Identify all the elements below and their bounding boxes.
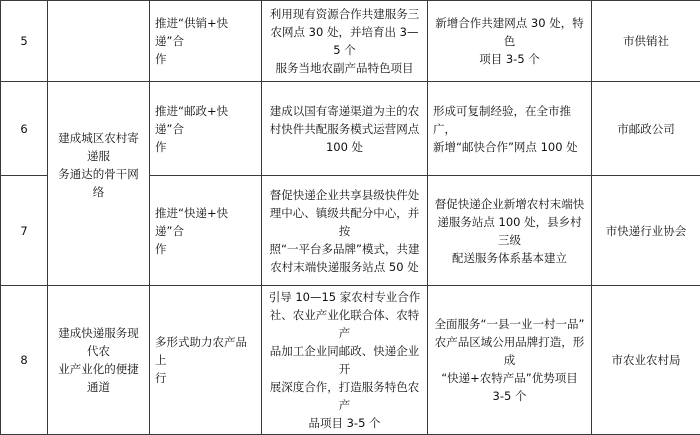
area-cell (48, 1, 150, 82)
measure-cell: 督促快递企业共享县级快件处 理中心、镇级共配分中心，并按 照“一平台多品牌”模式，共建 农村末端快递服务站点 50 处 (262, 176, 428, 286)
area-cell: 建成城区农村寄递服 务通达的骨干网络 (48, 82, 150, 286)
row-number: 8 (1, 286, 48, 435)
task-cell: 推进“邮政+快递”合 作 (150, 82, 262, 176)
table-row (1, 286, 700, 435)
table-row (1, 82, 700, 176)
row-number: 5 (1, 1, 48, 82)
goal-cell: 形成可复制经验，在全市推广， 新增“邮快合作”网点 100 处 (428, 82, 592, 176)
row-number: 6 (1, 82, 48, 176)
task-cell: 多形式助力农产品上 行 (150, 286, 262, 435)
measure-cell: 引导 10—15 家农村专业合作 社、农业产业化联合体、农特产 品加工企业同邮政、快递企业开 展深度合作，打造服务特色农产 品项目 3-5 个 (262, 286, 428, 435)
goal-cell: 全面服务“一县一业一村一品” 农产品区域公用品牌打造，形成 “快递+农特产品”优势项目 3-5 个 (428, 286, 592, 435)
measure-cell: 建成以国有寄递渠道为主的农 村快件共配服务模式运营网点 100 处 (262, 82, 428, 176)
goal-cell: 新增合作共建网点 30 处，特色 项目 3-5 个 (428, 1, 592, 82)
task-cell: 推进“供销+快递”合 作 (150, 1, 262, 82)
dept-cell: 市邮政公司 (592, 82, 700, 176)
measure-cell: 利用现有资源合作共建服务三 农网点 30 处，并培育出 3—5 个 服务当地农副产品特色项目 (262, 1, 428, 82)
area-cell: 建成快递服务现代农 业产业化的便捷通道 (48, 286, 150, 435)
dept-cell: 市快递行业协会 (592, 176, 700, 286)
dept-cell: 市供销社 (592, 1, 700, 82)
table-row (1, 1, 700, 82)
row-number: 7 (1, 176, 48, 286)
task-cell: 推进“快递+快递”合 作 (150, 176, 262, 286)
dept-cell: 市农业农村局 (592, 286, 700, 435)
goal-cell: 督促快递企业新增农村末端快 递服务站点 100 处，县乡村三级 配送服务体系基本建立 (428, 176, 592, 286)
